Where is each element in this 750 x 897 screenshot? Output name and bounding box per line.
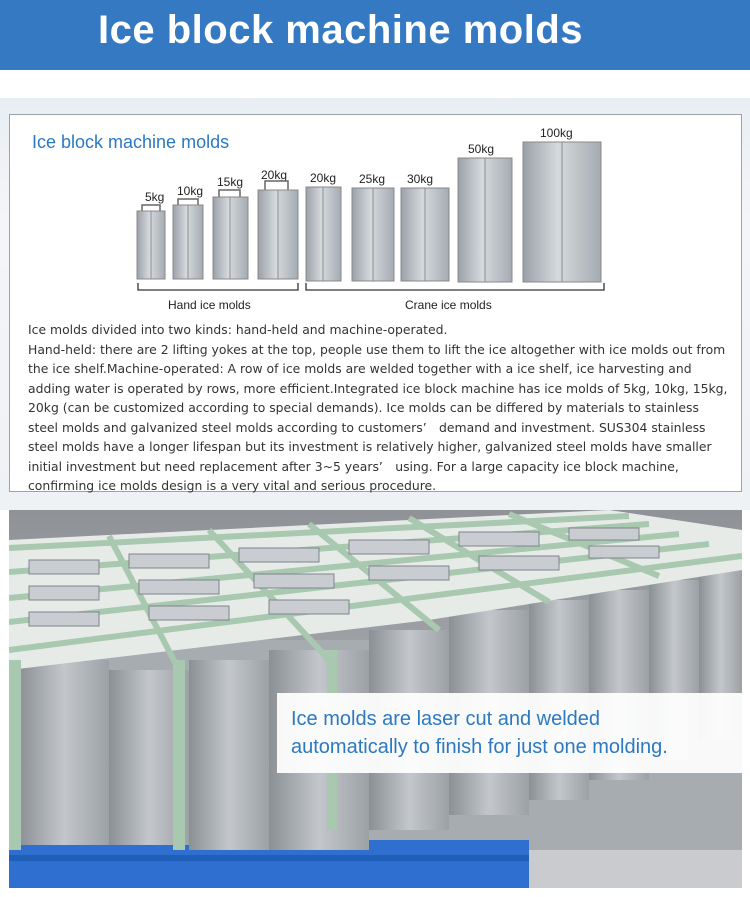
hand-mold-20kg xyxy=(258,181,298,279)
header-banner xyxy=(0,0,750,70)
mold-label-50kg: 50kg xyxy=(468,142,495,156)
description-paragraph-2: Hand-held: there are 2 lifting yokes at the top, people use them to lift the ice altogether with ice molds out from the ice shelf.Machine-operated: A row of ice molds are welded together with a ice shelf, ice harvesting and adding water is operated by rows, more efficient.Integrated ice block machine has ice molds of 5kg, 10kg, 15kg, 20kg (can be customized according to special demands). Ice molds can be differed by materials to stainless steel molds and galvanized steel molds according to customers’ demand and investment. SUS304 stainless steel molds have a longer lifespan but its investment is relatively higher, galvanized steel molds have smaller initial investment but need replacement after 3~5 years’ using. For a large capacity ice block machine, confirming ice molds design is a very vital and serious procedure. xyxy=(28,341,728,493)
mold-label-100kg: 100kg xyxy=(540,126,573,140)
mold-illustrations xyxy=(10,115,743,315)
crane-mold-20kg xyxy=(306,187,341,281)
hand-mold-5kg xyxy=(137,205,165,279)
page-title: Ice block machine molds xyxy=(98,8,583,52)
crane-molds-label: Crane ice molds xyxy=(405,298,492,312)
mold-label-20kg-hand: 20kg xyxy=(261,168,288,182)
info-card xyxy=(9,114,742,492)
caption-line-1: Ice molds are laser cut and welded xyxy=(291,708,601,730)
hand-molds-label: Hand ice molds xyxy=(168,298,251,312)
mold-label-30kg: 30kg xyxy=(407,172,434,186)
hand-group-bracket xyxy=(138,283,298,290)
crane-mold-25kg xyxy=(352,188,394,281)
crane-mold-50kg xyxy=(458,158,512,282)
photo-caption xyxy=(291,705,668,761)
mold-label-5kg: 5kg xyxy=(145,190,165,204)
caption-box xyxy=(277,693,746,773)
mold-label-20kg-crane: 20kg xyxy=(310,171,337,185)
card-title: Ice block machine molds xyxy=(32,132,230,152)
hand-mold-15kg xyxy=(213,190,248,279)
mold-label-15kg: 15kg xyxy=(217,175,244,189)
caption-line-2: automatically to finish for just one molding. xyxy=(291,736,668,758)
description-text xyxy=(28,320,728,496)
hand-mold-10kg xyxy=(173,199,203,279)
description-paragraph-1: Ice molds divided into two kinds: hand-held and machine-operated. xyxy=(28,322,448,337)
crane-group-bracket xyxy=(306,283,604,290)
crane-mold-100kg xyxy=(523,142,601,282)
crane-mold-30kg xyxy=(401,188,449,281)
mold-label-10kg: 10kg xyxy=(177,184,204,198)
mold-label-25kg: 25kg xyxy=(359,172,386,186)
